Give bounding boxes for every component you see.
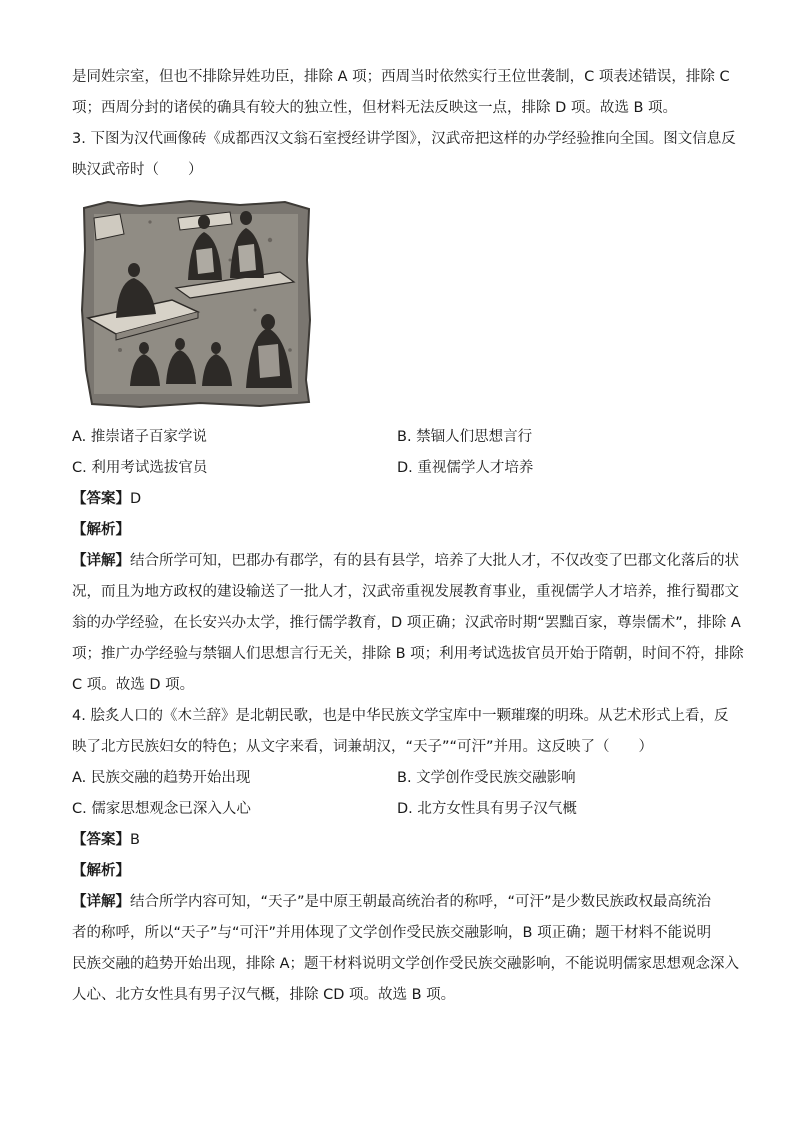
options-row: [72, 794, 722, 825]
text-line: 项；西周分封的诸侯的确具有较大的独立性，但材料无法反映这一点，排除 D 项。故选 B 项。: [72, 100, 678, 116]
analysis-tag: 【解析】: [72, 863, 130, 879]
question-stem-line: 映汉武帝时（ ）: [72, 162, 203, 178]
answer-value: D: [130, 491, 142, 507]
option-d: D. 北方女性具有男子汉气概: [397, 801, 577, 817]
analysis-tag: 【解析】: [72, 522, 130, 538]
option-a: A. 推崇诸子百家学说: [72, 429, 207, 445]
analysis-line: [72, 515, 722, 546]
detail-text: 结合所学内容可知，“天子”是中原王朝最高统治者的称呼，“可汗”是少数民族政权最高统治: [130, 894, 712, 910]
prev-answer-continuation: [72, 62, 730, 124]
detail-text: 结合所学可知，巴郡办有郡学，有的县有县学，培养了大批人才，不仅改变了巴郡文化落后的状: [130, 553, 739, 569]
detail-line: 项；推广办学经验与禁锢人们思想言行无关，排除 B 项；利用考试选拔官员开始于隋朝，时间不符，排除: [72, 646, 744, 662]
detail-line: C 项。故选 D 项。: [72, 677, 195, 693]
detail-line: 者的称呼，所以“天子”与“可汗”并用体现了文学创作受民族交融影响，B 项正确；题干材料不能说明: [72, 925, 712, 941]
answer-value: B: [130, 832, 140, 848]
question-3: [72, 124, 744, 701]
question-stem-line: 映了北方民族妇女的特色；从文字来看，词兼胡汉，“天子”“可汗”并用。这反映了（ ）: [72, 739, 654, 755]
question-stem-line: 3. 下图为汉代画像砖《成都西汉文翁石室授经讲学图》，汉武帝把这样的办学经验推向全国。图文信息反: [72, 131, 736, 147]
option-a: A. 民族交融的趋势开始出现: [72, 770, 251, 786]
options-row: [72, 763, 722, 794]
question-4: [72, 701, 740, 1011]
text-line: 是同姓宗室，但也不排除异姓功臣，排除 A 项；西周当时依然实行王位世袭制，C 项表述错误，排除 C: [72, 69, 730, 85]
option-c: C. 儒家思想观念已深入人心: [72, 801, 251, 817]
detail-paragraph: [72, 546, 744, 701]
detail-line: [72, 546, 739, 577]
detail-line: 况，而且为地方政权的建设输送了一批人才，汉武帝重视发展教育事业，重视儒学人才培养，推行蜀郡文: [72, 584, 739, 600]
detail-line: 民族交融的趋势开始出现，排除 A；题干材料说明文学创作受民族交融影响，不能说明儒家思想观念深入: [72, 956, 740, 972]
question-stem-line: 4. 脍炙人口的《木兰辞》是北朝民歌，也是中华民族文学宝库中一颗璀璨的明珠。从艺术形式上看，反: [72, 708, 729, 724]
options-row: [72, 422, 722, 453]
answer-tag: 【答案】: [72, 491, 130, 507]
document-page: [72, 62, 744, 1011]
answer-line: [72, 484, 722, 515]
stone-relief-image: [80, 200, 312, 408]
answer-tag: 【答案】: [72, 832, 130, 848]
options-row: [72, 453, 722, 484]
option-d: D. 重视儒学人才培养: [397, 460, 534, 476]
detail-line: 翁的办学经验，在长安兴办太学，推行儒学教育，D 项正确；汉武帝时期“罢黜百家，尊崇儒术”，排除 A: [72, 615, 741, 631]
option-b: B. 禁锢人们思想言行: [397, 429, 533, 445]
answer-line: [72, 825, 722, 856]
option-b: B. 文学创作受民族交融影响: [397, 770, 576, 786]
analysis-line: [72, 856, 722, 887]
detail-tag: 【详解】: [72, 894, 130, 910]
detail-tag: 【详解】: [72, 553, 130, 569]
detail-paragraph: [72, 887, 740, 1011]
detail-line: [72, 887, 722, 918]
relief-illustration: [80, 200, 312, 408]
option-c: C. 利用考试选拔官员: [72, 460, 208, 476]
detail-line: 人心、北方女性具有男子汉气概，排除 CD 项。故选 B 项。: [72, 987, 456, 1003]
